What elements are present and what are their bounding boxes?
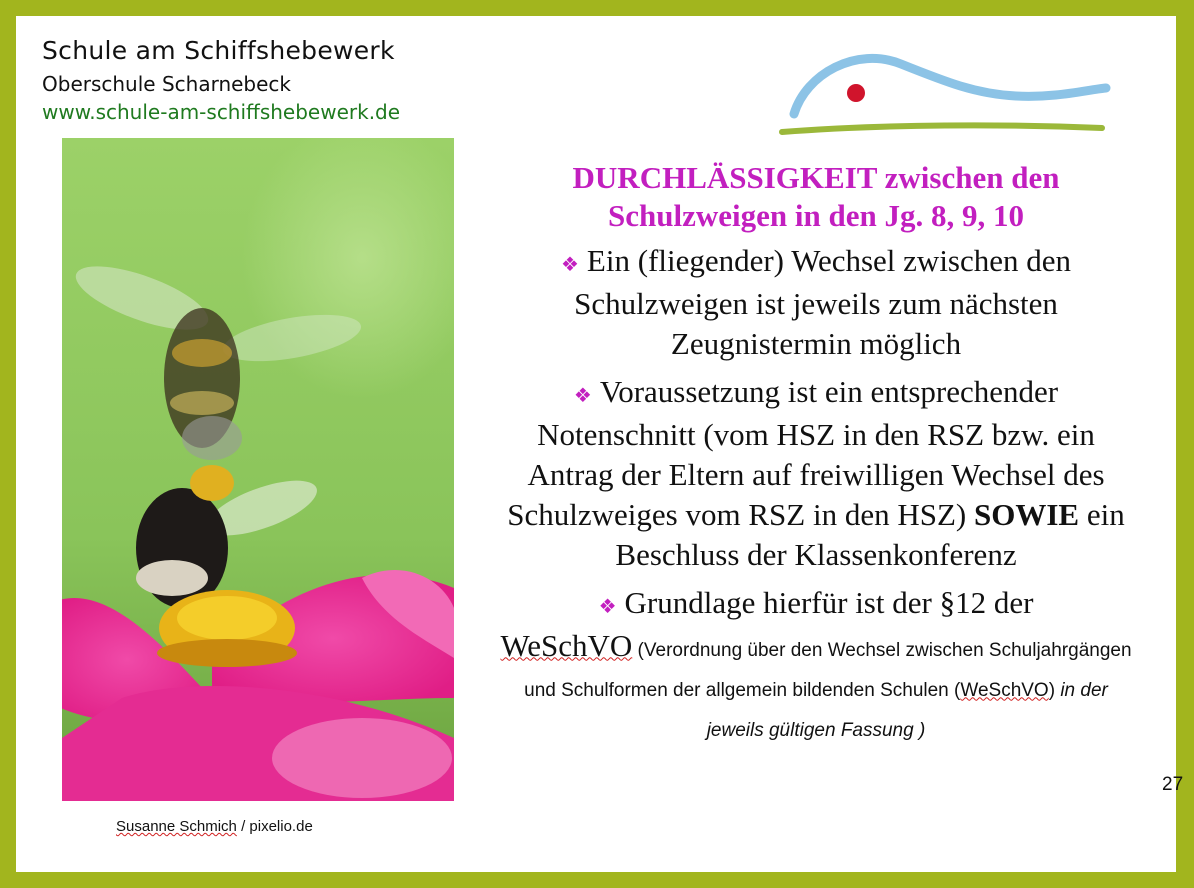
credit-source: / pixelio.de <box>236 818 313 835</box>
bullet-text: Grundlage hierfür ist der §12 der <box>624 584 1034 620</box>
school-subtitle: Oberschule Scharnebeck <box>42 72 292 96</box>
bullet-text: Voraussetzung ist ein entsprechender Notenschnitt (vom HSZ in den RSZ bzw. ein Antrag der Eltern auf freiwilligen Wechsel des Schulzweiges vom RSZ in den HSZ) <box>507 373 1105 532</box>
photo-credit <box>116 818 313 835</box>
school-website-link[interactable]: www.schule-am-schiffshebewerk.de <box>42 100 401 124</box>
slide-heading: DURCHLÄSSIGKEIT zwischen den Schulzweigen in den Jg. 8, 9, 10 <box>572 160 1060 233</box>
bees-on-flower-photo <box>62 138 454 801</box>
bullet-bold-text: SOWIE <box>973 496 1080 532</box>
regulation-abbr: WeSchVO <box>500 627 633 663</box>
credit-author: Susanne Schmich <box>116 818 237 835</box>
regulation-explanation-italic: in der jeweils gültigen Fassung ) <box>706 679 1108 741</box>
regulation-explanation-abbr: WeSchVO <box>960 679 1049 701</box>
regulation-explanation-text: (Verordnung über den Wechsel zwischen Schuljahrgängen und Schulformen der allgemein bildenden Schulen ( <box>524 639 1132 701</box>
regulation-explanation-close: ) <box>1048 679 1056 701</box>
bullet-item <box>496 241 1136 364</box>
bullet-text-end: ein Beschluss der Klassenkonferenz <box>615 496 1125 572</box>
bullet-item <box>496 583 1136 746</box>
page-number: 27 <box>1162 774 1184 795</box>
school-name: Schule am Schiffshebewerk <box>42 36 395 65</box>
diamond-bullet-icon: ❖ <box>598 593 617 618</box>
bullet-text: Ein (fliegender) Wechsel zwischen den Schulzweigen ist jeweils zum nächsten Zeugnistermin möglich <box>574 243 1072 361</box>
wave-hill-logo-icon <box>766 36 1116 136</box>
main-content <box>496 159 1136 746</box>
bullet-item <box>496 372 1136 575</box>
diamond-bullet-icon: ❖ <box>573 382 592 407</box>
slide <box>16 16 1184 872</box>
diamond-bullet-icon: ❖ <box>560 251 579 276</box>
